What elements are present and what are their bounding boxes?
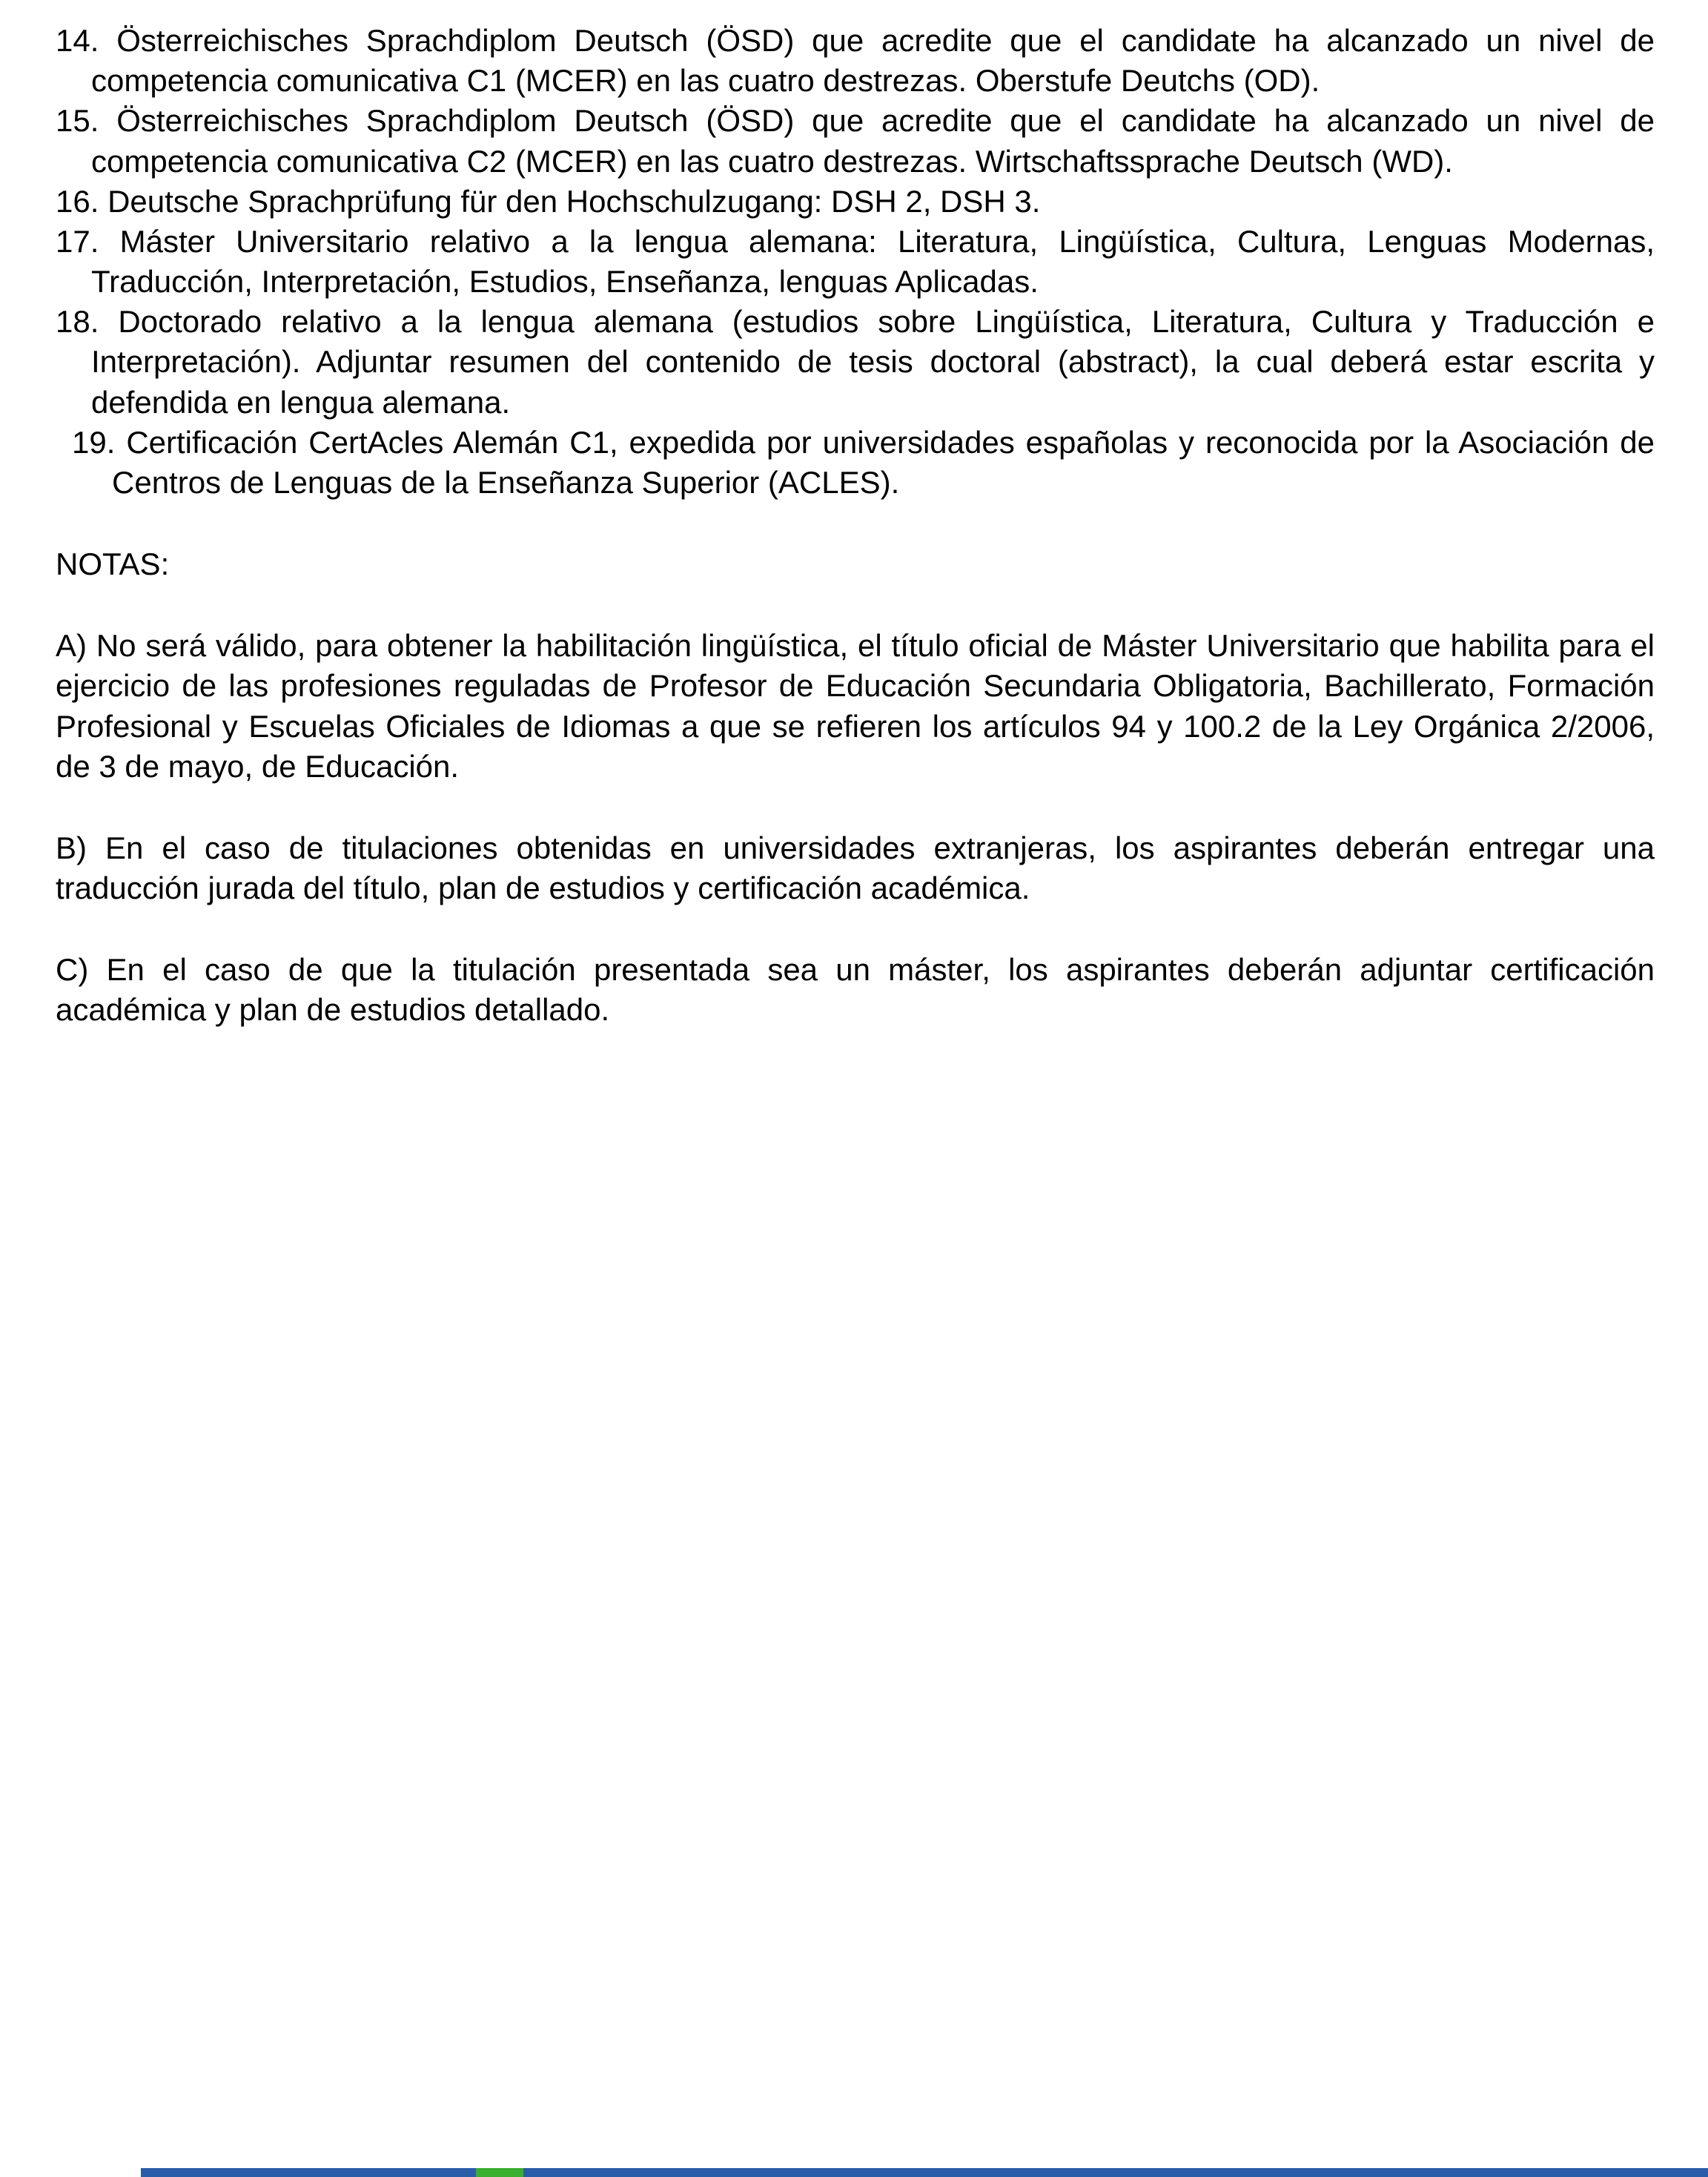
note-label: A)	[56, 628, 87, 664]
list-item	[56, 101, 1655, 181]
list-item-number: 17.	[56, 223, 99, 259]
footer-bar-blue-segment	[141, 2168, 476, 2177]
list-item-text: Österreichisches Sprachdiplom Deutsch (ÖSD) que acredite que el candidate ha alcanzado un nivel de competencia comunicativa C2 (MCER) en las cuatro destrezas. Wirtschaftssprache Deutsch (WD).	[91, 103, 1655, 179]
note-paragraph	[56, 626, 1655, 787]
note-paragraph	[56, 828, 1655, 908]
note-paragraph	[56, 950, 1655, 1030]
footer-bar-blue-segment	[523, 2168, 1708, 2177]
list-item	[56, 222, 1655, 302]
document-content	[56, 21, 1655, 1031]
note-label: C)	[56, 952, 89, 988]
list-item	[56, 302, 1655, 423]
list-item-number: 18.	[56, 304, 99, 340]
footer-color-bar	[141, 2168, 1708, 2177]
list-item	[56, 182, 1655, 222]
list-item-text: Máster Universitario relativo a la lengua alemana: Literatura, Lingüística, Cultura, Lenguas Modernas, Traducción, Interpretación, Estudios, Enseñanza, lenguas Aplicadas.	[91, 223, 1655, 300]
footer-bar-green-segment	[476, 2168, 523, 2177]
note-label: B)	[56, 830, 87, 865]
note-text: No será válido, para obtener la habilitación lingüística, el título oficial de Máster Universitario que habilita para el ejercicio de las profesiones reguladas de Profesor de Educación Secundaria Obligatoria, Bachillerato, Formación Profesional y Escuelas Oficiales de Idiomas a que se refieren los artículos 94 y 100.2 de la Ley Orgánica 2/2006, de 3 de mayo, de Educación.	[56, 628, 1655, 784]
list-item-text: Doctorado relativo a la lengua alemana (estudios sobre Lingüística, Literatura, Cultura y Traducción e Interpretación). Adjuntar resumen del contenido de tesis doctoral (abstract), la cual deberá estar escrita y defendida en lengua alemana.	[91, 304, 1655, 420]
list-item	[56, 423, 1655, 503]
list-item-number: 15.	[56, 103, 99, 139]
note-text: En el caso de que la titulación presentada sea un máster, los aspirantes deberán adjuntar certificación académica y plan de estudios detallado.	[56, 952, 1655, 1028]
list-item-number: 16.	[56, 183, 99, 219]
list-item-text: Deutsche Sprachprüfung für den Hochschulzugang: DSH 2, DSH 3.	[107, 183, 1041, 219]
notes-heading: NOTAS:	[56, 546, 170, 582]
list-item-number: 19.	[72, 424, 116, 460]
list-item-number: 14.	[56, 23, 99, 58]
list-item-text: Österreichisches Sprachdiplom Deutsch (ÖSD) que acredite que el candidate ha alcanzado un nivel de competencia comunicativa C1 (MCER) en las cuatro destrezas. Oberstufe Deutchs (OD).	[91, 23, 1655, 99]
note-text: En el caso de titulaciones obtenidas en universidades extranjeras, los aspirantes deberán entregar una traducción jurada del título, plan de estudios y certificación académica.	[56, 830, 1655, 906]
list-item	[56, 21, 1655, 101]
list-item-text: Certificación CertAcles Alemán C1, expedida por universidades españolas y reconocida por la Asociación de Centros de Lenguas de la Enseñanza Superior (ACLES).	[112, 424, 1655, 500]
